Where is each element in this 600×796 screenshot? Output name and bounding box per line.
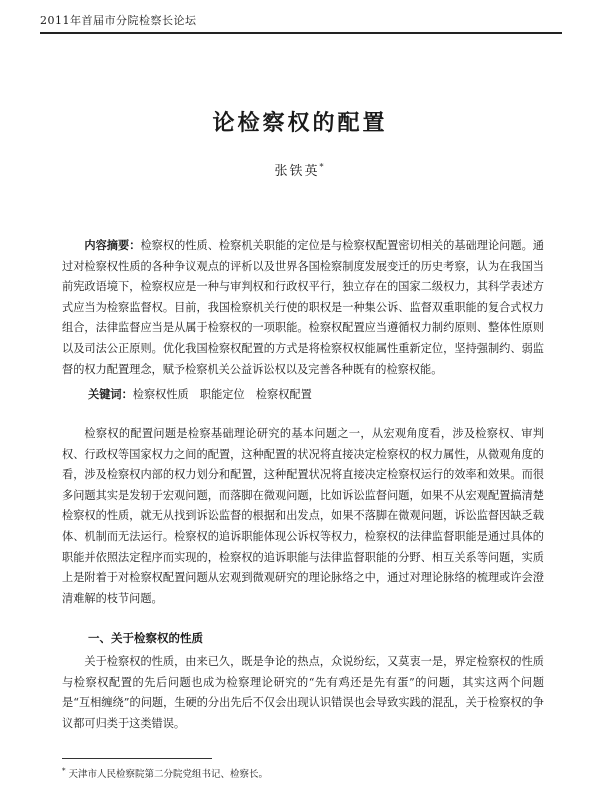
author-line	[0, 160, 600, 179]
author-footnote-mark: *	[319, 162, 326, 172]
section-heading-1: 一、关于检察权的性质	[88, 631, 203, 645]
keywords-label: 关键词：	[88, 388, 133, 401]
article-title: 论检察权的配置	[212, 111, 388, 136]
footnote-rule	[62, 758, 212, 759]
abstract	[62, 236, 544, 380]
author-name: 张铁英	[274, 164, 320, 179]
body-paragraph-1: 检察权的配置问题是检察基础理论研究的基本问题之一，从宏观角度看，涉及检察权、审判权、行政权等国家权力之间的配置，这种配置的状况将直接决定检察权的权力属性，从微观角度的看，涉及检察权内部的权力划分和配置，这种配置状况将直接决定检察权运行的效率和效果。而很多问题其实是发轫于宏观问题，而落脚在微观问题，比如诉讼监督问题，如果不从宏观配置搞清楚检察权的性质，就无从找到诉讼监督的根据和出发点，如果不落脚在微观问题，诉讼监督因缺乏载体、机制而无法运行。检察权的追诉职能体现公诉权等权力，检察权的法律监督职能是通过具体的职能并依照法定程序而实现的，检察权的追诉职能与法律监督职能的分野、相互关系等问题，实质上是附着于对检察权配置问题从宏观到微观研究的理论脉络之中，通过对理论脉络的梳理或许会澄清难解的枝节问题。	[62, 427, 544, 605]
keywords-text: 检察权性质 职能定位 检察权配置	[132, 388, 312, 401]
keywords	[88, 386, 548, 402]
abstract-text: 检察权的性质、检察机关职能的定位是与检察权配置密切相关的基础理论问题。通过对检察权性质的各种争议观点的评析以及世界各国检察制度发展变迁的历史考察，认为在我国当前宪政语境下，检察权应是一种与审判权和行政权平行，独立存在的国家二级权力，其科学表述方式应当为检察监督权。目前，我国检察机关行使的职权是一种集公诉、监督双重职能的复合式权力组合，法律监督应当是从属于检察权的一项职能。检察权配置应当遵循权力制约原则、整体性原则以及司法公正原则。优化我国检察权配置的方式是将检察权权能属性重新定位，坚持强制约、弱监督的权力配置理念，赋予检察机关公益诉讼权以及完善各种既有的检察权能。	[62, 239, 544, 376]
header-rule	[40, 32, 562, 34]
abstract-label: 内容摘要：	[84, 239, 141, 252]
running-header: 2011年首届市分院检察长论坛	[40, 14, 197, 27]
footnote-text: 天津市人民检察院第二分院党组书记、检察长。	[68, 769, 269, 780]
body-paragraph-2: 关于检察权的性质，由来已久，既是争论的热点，众说纷纭，又莫衷一是，界定检察权的性质与检察权配置的先后问题也成为检察理论研究的“先有鸡还是先有蛋”的问题，其实这两个问题是“互相缠绕”的问题，生硬的分出先后不仅会出现认识错误也会导致实践的混乱，关于检察权的争议都可归类于这类错误。	[62, 655, 544, 730]
footnote	[62, 766, 542, 780]
footnote-mark: *	[62, 766, 66, 775]
